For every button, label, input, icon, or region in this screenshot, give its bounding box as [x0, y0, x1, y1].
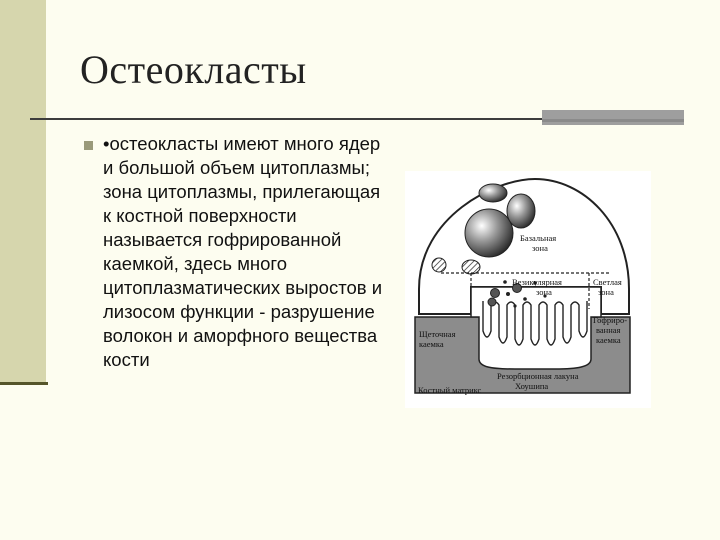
label-resorption-lacuna: Резорбционная лакуна	[497, 371, 579, 381]
vesicle	[503, 280, 507, 284]
label-ruffled-border: ванная	[596, 325, 621, 335]
label-ruffled-border: Гофриро-	[593, 315, 628, 325]
label-light-zone: зона	[598, 287, 614, 297]
label-light-zone: Светлая	[593, 277, 622, 287]
side-accent-underline	[0, 382, 48, 385]
lysosome	[488, 298, 496, 306]
label-brush-border: каемка	[419, 339, 444, 349]
slide-title: Остеокласты	[80, 47, 307, 92]
label-ruffled-border: каемка	[596, 335, 621, 345]
label-basal-zone: зона	[532, 243, 548, 253]
label-bone-matrix: Костный матрикс	[418, 385, 482, 395]
vesicle	[523, 297, 527, 301]
nucleus-3	[479, 184, 507, 202]
vesicle	[506, 292, 510, 296]
side-accent-bar	[0, 0, 46, 382]
title-divider-block	[542, 110, 684, 125]
osteoclast-diagram	[405, 171, 651, 408]
nucleus-2	[507, 194, 535, 228]
label-brush-border: Щеточная	[419, 329, 456, 339]
mitochondrion-2	[462, 260, 480, 274]
label-basal-zone: Базальная	[520, 233, 557, 243]
vesicle	[513, 304, 516, 307]
label-vesicular-zone: Везикулярная	[512, 277, 562, 287]
label-resorption-lacuna: Хоушипа	[515, 381, 549, 391]
bullet-marker	[84, 141, 93, 150]
label-vesicular-zone: зона	[536, 287, 552, 297]
lysosome	[491, 289, 500, 298]
title-divider	[30, 118, 542, 120]
title-divider-block-line	[542, 119, 684, 122]
nucleus-1	[465, 209, 513, 257]
bullet-text: •остеокласты имеют много ядер и большой объем цитоплазмы; зона цитоплазмы, прилегающая к костной поверхности называется гофрированной каемкой, здесь много цитоплазматических выростов и лизосом функции - разрушение волокон и аморфного вещества кости	[103, 133, 383, 370]
mitochondrion-1	[432, 258, 446, 272]
